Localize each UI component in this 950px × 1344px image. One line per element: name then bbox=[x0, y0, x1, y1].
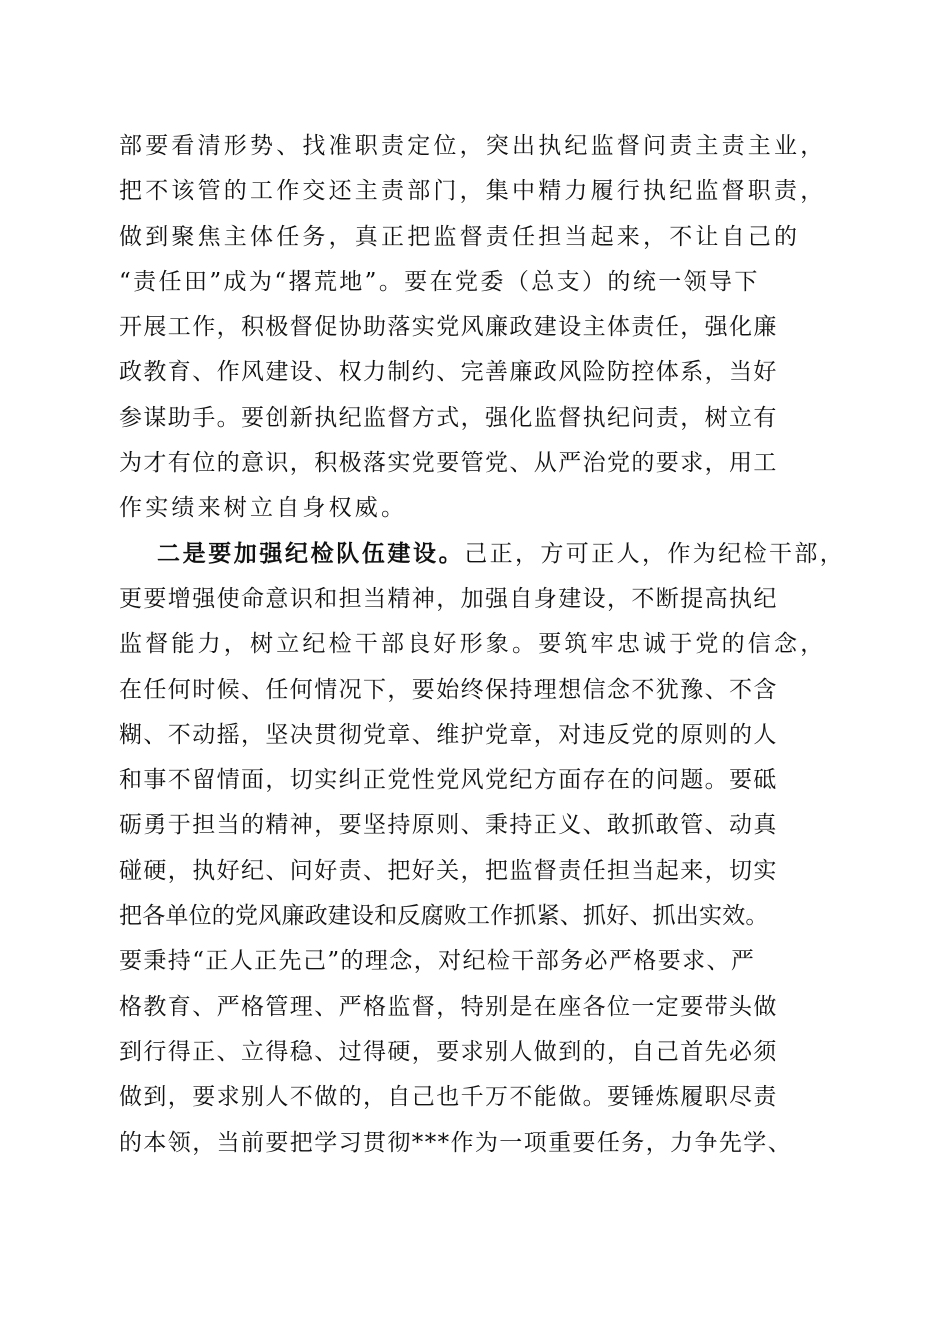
body-text bbox=[119, 124, 879, 1166]
text-span: 己正，方可正人，作为纪检干部， bbox=[464, 540, 846, 567]
text-line: 糊、不动摇，坚决贯彻党章、维护党章，对违反党的原则的人 bbox=[119, 721, 778, 748]
text-line: 部要看清形势、找准职责定位，突出执纪监督问责主责主业， bbox=[119, 133, 827, 159]
text-line: 为才有位的意识，积极落实党要管党、从严治党的要求，用工 bbox=[119, 450, 778, 477]
text-line: 把各单位的党风廉政建设和反腐败工作抓紧、抓好、抓出实效。 bbox=[119, 903, 769, 930]
text-line: 做到聚焦主体任务，真正把监督责任担当起来，不让自己的 bbox=[119, 223, 801, 250]
text-line: 把不该管的工作交还主责部门，集中精力履行执纪监督职责， bbox=[119, 178, 827, 205]
text-line: 做到，要求别人不做的，自己也千万不能做。要锤炼履职尽责 bbox=[119, 1084, 778, 1111]
text-line: 监督能力，树立纪检干部良好形象。要筑牢忠诚于党的信念， bbox=[119, 631, 827, 658]
paragraph-first-line bbox=[119, 532, 879, 577]
text-line: 格教育、严格管理、严格监督，特别是在座各位一定要带头做 bbox=[119, 993, 778, 1020]
text-line: 开展工作，积极督促协助落实党风廉政建设主体责任，强化廉 bbox=[119, 314, 778, 341]
text-line: 参谋助手。要创新执纪监督方式，强化监督执纪问责，树立有 bbox=[119, 404, 778, 431]
text-line: 作实绩来树立自身权威。 bbox=[119, 495, 408, 522]
text-line: “责任田”成为“撂荒地”。要在党委（总支）的统一领导下 bbox=[119, 268, 760, 295]
text-line: 碰硬，执好纪、问好责、把好关，把监督责任担当起来，切实 bbox=[119, 857, 778, 884]
text-line: 更要增强使命意识和担当精神，加强自身建设，不断提高执纪 bbox=[119, 585, 778, 612]
text-line: 砺勇于担当的精神，要坚持原则、秉持正义、敢抓敢管、动真 bbox=[119, 812, 778, 839]
text-line: 到行得正、立得稳、过得硬，要求别人做到的，自己首先必须 bbox=[119, 1038, 778, 1065]
text-line: 在任何时候、任何情况下，要始终保持理想信念不犹豫、不含 bbox=[119, 676, 778, 703]
text-line: 要秉持“正人正先己”的理念，对纪检干部务必严格要求、严 bbox=[119, 948, 756, 975]
section-heading: 二是要加强纪检队伍建设。 bbox=[157, 540, 465, 567]
text-line: 的本领，当前要把学习贯彻***作为一项重要任务，力争先学、 bbox=[119, 1129, 793, 1156]
text-line: 政教育、作风建设、权力制约、完善廉政风险防控体系，当好 bbox=[119, 359, 778, 386]
text-line: 和事不留情面，切实纠正党性党风党纪方面存在的问题。要砥 bbox=[119, 767, 778, 794]
